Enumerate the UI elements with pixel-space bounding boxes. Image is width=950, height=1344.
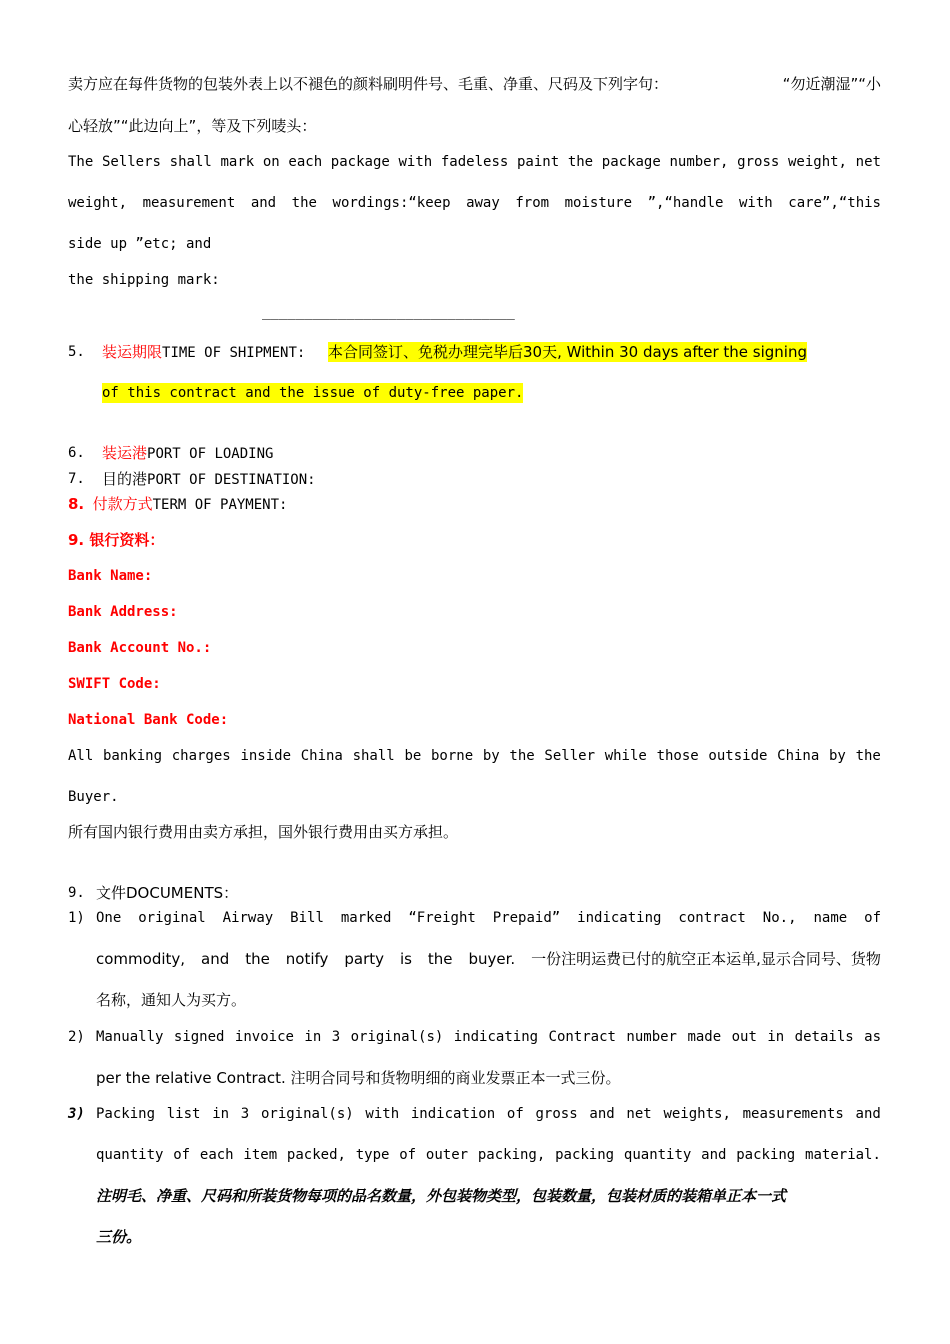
word: shall [169, 154, 212, 170]
word: of [506, 1106, 524, 1122]
document-item-2-line-2: per the relative Contract. 注明合同号和货物明细的商业发票正本一式三份。 [96, 1069, 621, 1087]
word: ”,“handle [647, 195, 724, 211]
word: those [656, 748, 699, 764]
shipping-mark-line: ______________________________ [262, 304, 515, 320]
payment-number: 8. [68, 495, 85, 513]
bank-heading: 9. 银行资料： [68, 531, 165, 549]
word: Packing [96, 1106, 156, 1122]
word: notify [285, 950, 329, 968]
word: of [399, 1147, 417, 1163]
word: contract [678, 910, 746, 926]
word: inside [240, 748, 292, 764]
word: weight, [68, 195, 128, 211]
shipment-number: 5. [68, 344, 85, 360]
word: care”,“this [788, 195, 881, 211]
word: the [291, 195, 317, 211]
payment-en-label: TERM OF PAYMENT: [152, 497, 288, 513]
word: by [482, 748, 500, 764]
word: and [855, 1106, 881, 1122]
word: from [515, 195, 550, 211]
word: No., [762, 910, 797, 926]
word: All [68, 748, 94, 764]
word: and [589, 1106, 615, 1122]
word: “勿近潮湿”“小 [782, 75, 881, 93]
word: while [604, 748, 647, 764]
documents-number: 9. [68, 885, 85, 901]
destination-label [102, 469, 316, 490]
word: net [626, 1106, 652, 1122]
word: indicating [453, 1029, 539, 1045]
word: each [288, 154, 323, 170]
word: One [96, 910, 122, 926]
word: invoice [234, 1029, 294, 1045]
word: made [687, 1029, 722, 1045]
word: measurement [142, 195, 236, 211]
word: the [245, 950, 270, 968]
loading-cn-label: 装运港 [102, 444, 148, 462]
word: Bill [290, 910, 324, 926]
packing-en-line-3: side up ”etc; and [68, 236, 212, 252]
bank-name-field: Bank Name: [68, 568, 153, 584]
word: 卖方应在每件货物的包装外表上以不褪色的颜料刷明件号、毛重、净重、尺码及下列字句： [68, 75, 669, 93]
word: buyer. [468, 950, 516, 968]
document-item-3-number: 3) [68, 1106, 85, 1122]
word: charges [171, 748, 231, 764]
word: original [138, 910, 206, 926]
word: net [855, 154, 881, 170]
payment-label [68, 494, 287, 515]
word: number [626, 1029, 677, 1045]
word: and [250, 195, 277, 211]
word: in [212, 1106, 230, 1122]
word: in [767, 1029, 785, 1045]
packing-cn-line-1 [68, 74, 881, 94]
word: China [300, 748, 343, 764]
bank-charges-line-2: Buyer. [68, 789, 119, 805]
word: material. [805, 1147, 881, 1163]
word: gross [737, 154, 780, 170]
word: 一份注明运费已付的航空正本运单,显示合同号、货物 [531, 950, 881, 968]
word: item [243, 1147, 278, 1163]
word: 3 [240, 1106, 250, 1122]
bank-address-field: Bank Address: [68, 604, 178, 620]
word: of [173, 1147, 191, 1163]
word: quantity [96, 1147, 164, 1163]
word: as [864, 1029, 881, 1045]
word: paint [516, 154, 560, 170]
word: wordings:“keep [332, 195, 451, 211]
word: of [864, 910, 881, 926]
word: is [399, 950, 412, 968]
packing-cn-line-2: 心轻放”“此边向上”，等及下列唛头： [68, 117, 317, 135]
word: packing [736, 1147, 796, 1163]
word: original(s) [350, 1029, 444, 1045]
word: name [813, 910, 848, 926]
word: indication [410, 1106, 496, 1122]
shipment-highlight-line-1: 本合同签订、免税办理完毕后30天, Within 30 days after the signing [328, 343, 807, 361]
word: banking [103, 748, 163, 764]
word: The [68, 154, 94, 170]
word: type [355, 1147, 390, 1163]
word: outside [708, 748, 768, 764]
word: the [855, 748, 881, 764]
document-item-3-line-3: 注明毛、净重、尺码和所装货物每项的品名数量，外包装物类型，包装数量，包装材质的装箱单正本一式 [96, 1187, 787, 1205]
word: borne [431, 748, 474, 764]
packing-en-line-4: the shipping mark: [68, 272, 220, 288]
word: “Freight [408, 910, 476, 926]
word: packing [555, 1147, 615, 1163]
document-item-2-number: 2) [68, 1029, 85, 1045]
shipment-cn-label: 装运期限 [102, 343, 163, 361]
word: the [427, 950, 453, 968]
word: quantity [623, 1147, 692, 1163]
document-item-3-line-1 [96, 1104, 881, 1124]
loading-en-label: PORT OF LOADING [147, 446, 274, 462]
shipment-highlight-line-2: of this contract and the issue of duty-free paper. [102, 385, 524, 401]
loading-number: 6. [68, 445, 85, 461]
word: fadeless [440, 154, 509, 170]
document-item-1-line-2 [96, 949, 881, 969]
document-item-3-line-2 [96, 1145, 881, 1165]
word: the [567, 154, 594, 170]
bank-charges-cn: 所有国内银行费用由卖方承担，国外银行费用由买方承担。 [68, 823, 459, 841]
document-item-1-line-1 [96, 908, 881, 928]
word: China [777, 748, 820, 764]
word: party [344, 950, 384, 968]
word: 3 [331, 1029, 341, 1045]
documents-label: 文件DOCUMENTS： [96, 884, 239, 902]
word: weight, [787, 154, 847, 170]
packing-en-line-2 [68, 193, 881, 213]
word: number, [669, 154, 729, 170]
word: in [304, 1029, 322, 1045]
word: and [701, 1147, 727, 1163]
word: mark [220, 154, 255, 170]
word: gross [535, 1106, 578, 1122]
word: Prepaid” [492, 910, 561, 926]
document-item-1-line-3: 名称，通知人为买方。 [96, 991, 247, 1009]
word: on [262, 154, 280, 170]
document-item-1-number: 1) [68, 910, 85, 926]
word: packed, [286, 1147, 346, 1163]
word: out [731, 1029, 757, 1045]
word: Contract [548, 1029, 616, 1045]
swift-code-field: SWIFT Code: [68, 676, 161, 692]
destination-number: 7. [68, 471, 85, 487]
word: signed [173, 1029, 225, 1045]
word: original(s) [260, 1106, 354, 1122]
word: each [199, 1147, 234, 1163]
word: Seller [544, 748, 595, 764]
shipment-label [102, 342, 305, 363]
word: package [601, 154, 661, 170]
packing-en-line-1 [68, 152, 881, 172]
word: package [330, 154, 390, 170]
word: details [794, 1029, 854, 1045]
word: Sellers [101, 154, 161, 170]
loading-label [102, 443, 273, 464]
word: Airway [222, 910, 274, 926]
word: weights, [663, 1106, 731, 1122]
word: with [398, 154, 433, 170]
word: packing, [477, 1147, 546, 1163]
word: with [365, 1106, 400, 1122]
word: shall [352, 748, 395, 764]
destination-en-label: PORT OF DESTINATION: [147, 472, 316, 488]
word: be [404, 748, 422, 764]
word: and [201, 950, 230, 968]
word: outer [425, 1147, 469, 1163]
word: measurements [742, 1106, 844, 1122]
payment-cn-label: 付款方式 [92, 495, 153, 513]
word: indicating [577, 910, 662, 926]
word: with [739, 195, 773, 211]
shipment-en-label: TIME OF SHIPMENT: [162, 345, 306, 361]
word: away [466, 195, 500, 211]
document-item-2-line-1 [96, 1027, 881, 1047]
word: moisture [564, 195, 633, 211]
bank-charges-line-1 [68, 746, 881, 766]
word: list [166, 1106, 201, 1122]
word: marked [340, 910, 392, 926]
word: by [829, 748, 846, 764]
word: commodity, [96, 950, 186, 968]
word: the [509, 748, 535, 764]
word: Manually [96, 1029, 164, 1045]
destination-cn-label: 目的港 [102, 470, 148, 488]
bank-account-field: Bank Account No.: [68, 640, 212, 656]
document-item-3-line-4: 三份。 [96, 1228, 142, 1246]
national-bank-code-field: National Bank Code: [68, 712, 229, 728]
